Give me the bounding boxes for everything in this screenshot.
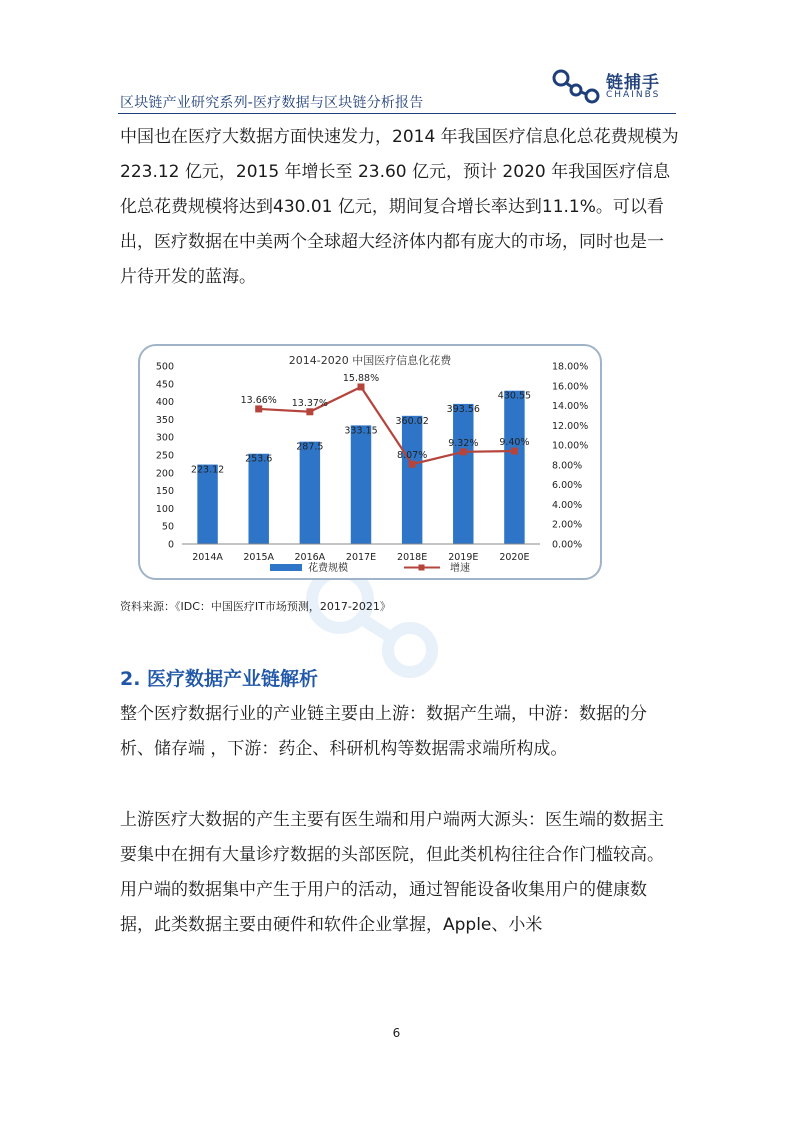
growth-rate-point	[306, 408, 313, 415]
bar-data-label: 360.02	[395, 415, 429, 427]
y-axis-tick-label: 200	[155, 468, 174, 480]
y2-axis-tick-label: 16.00%	[552, 381, 589, 393]
y2-axis-tick-label: 10.00%	[552, 440, 589, 452]
growth-rate-point	[358, 383, 365, 390]
y-axis-tick-label: 50	[161, 521, 174, 533]
chain-logo-icon	[552, 66, 604, 106]
growth-rate-label: 13.37%	[291, 397, 328, 409]
x-axis-tick-label: 2017E	[345, 552, 377, 563]
logo-english-text: CHAINBS	[606, 90, 661, 100]
growth-rate-point	[460, 448, 467, 455]
legend-line-label: 增速	[450, 563, 470, 574]
x-axis-tick-label: 2019E	[448, 552, 479, 563]
chart-title: 2014-2020 中国医疗信息化花费	[288, 354, 452, 367]
bar	[197, 465, 217, 544]
x-axis-tick-label: 2016A	[294, 552, 326, 563]
y2-axis-tick-label: 6.00%	[552, 480, 583, 492]
legend-bar-swatch	[270, 564, 302, 571]
y2-axis-tick-label: 4.00%	[552, 499, 583, 511]
y-axis-tick-label: 100	[155, 503, 174, 515]
growth-rate-label: 8.07%	[397, 450, 428, 462]
intro-paragraph: 中国也在医疗大数据方面快速发力，2014 年我国医疗信息化总花费规模为 223.12 亿元，2015 年增长至 23.60 亿元，预计 2020 年我国医疗信息化总花费规模将达到430.01 亿元，期间复合增长率达到11.1%。可以看出，医疗数据在中美两个全球超大经济体内都有庞大的市场，同时也是一片待开发的蓝海。	[120, 127, 679, 287]
industry-chain-paragraph: 整个医疗数据行业的产业链主要由上游：数据产生端，中游：数据的分析、储存端 ，下游：药企、科研机构等数据需求端所构成。	[120, 704, 647, 759]
report-header-title: 区块链产业研究系列-医疗数据与区块链分析报告	[120, 95, 424, 111]
growth-rate-label: 13.66%	[240, 394, 277, 406]
medical-it-spending-chart	[140, 346, 600, 578]
section-heading: 2. 医疗数据产业链解析	[120, 668, 319, 690]
x-axis-tick-label: 2018E	[397, 552, 428, 563]
y2-axis-tick-label: 8.00%	[552, 460, 583, 472]
y-axis-tick-label: 250	[155, 450, 174, 462]
bar-data-label: 223.12	[190, 464, 225, 476]
page-number: 6	[392, 1026, 401, 1040]
y-axis-tick-label: 400	[155, 397, 174, 409]
bar	[402, 416, 422, 544]
y-axis-tick-label: 450	[155, 379, 174, 391]
bar	[248, 454, 268, 544]
x-axis-tick-label: 2015A	[243, 552, 275, 563]
growth-rate-point	[511, 448, 518, 455]
y2-axis-tick-label: 14.00%	[552, 401, 589, 413]
y-axis-tick-label: 300	[155, 432, 174, 444]
chainbs-logo	[552, 66, 682, 106]
bar-data-label: 393.56	[446, 403, 480, 415]
legend-line-marker	[419, 565, 425, 571]
chart-source-note: 资料来源：《IDC：中国医疗IT市场预测，2017-2021》	[120, 600, 391, 613]
y2-axis-tick-label: 18.00%	[552, 361, 589, 373]
upstream-data-paragraph: 上游医疗大数据的产生主要有医生端和用户端两大源头：医生端的数据主要集中在拥有大量诊疗数据的头部医院，但此类机构往往合作门槛较高。用户端的数据集中产生于用户的活动，通过智能设备收集用户的健康数据，此类数据主要由硬件和软件企业掌握，Apple、小米	[120, 810, 664, 935]
bar	[453, 404, 473, 544]
growth-rate-label: 9.40%	[499, 437, 530, 449]
bar-data-label: 253.6	[245, 453, 273, 465]
growth-rate-point	[409, 461, 416, 468]
y2-axis-tick-label: 0.00%	[552, 539, 583, 551]
y-axis-tick-label: 500	[155, 361, 174, 373]
y-axis-tick-label: 350	[155, 414, 174, 426]
x-axis-tick-label: 2020E	[499, 552, 530, 563]
legend-bar-label: 花费规模	[308, 563, 348, 574]
header-divider	[118, 113, 676, 114]
bar	[300, 442, 320, 544]
y2-axis-tick-label: 12.00%	[552, 420, 589, 432]
bar-data-label: 430.55	[497, 390, 532, 402]
bar	[504, 391, 524, 544]
growth-rate-label: 15.88%	[342, 372, 380, 384]
watermark-chain-icon	[300, 560, 520, 720]
bar	[351, 425, 371, 544]
bar-data-label: 287.5	[296, 441, 324, 453]
growth-rate-label: 9.32%	[448, 437, 479, 449]
x-axis-tick-label: 2014A	[192, 552, 223, 563]
y2-axis-tick-label: 2.00%	[552, 519, 583, 531]
y-axis-tick-label: 0	[167, 539, 174, 551]
growth-rate-point	[255, 405, 262, 412]
logo-chinese-text: 链捕手	[606, 73, 660, 93]
bar-data-label: 333.15	[344, 425, 378, 437]
chart-frame	[138, 344, 602, 580]
y-axis-tick-label: 150	[155, 486, 174, 498]
